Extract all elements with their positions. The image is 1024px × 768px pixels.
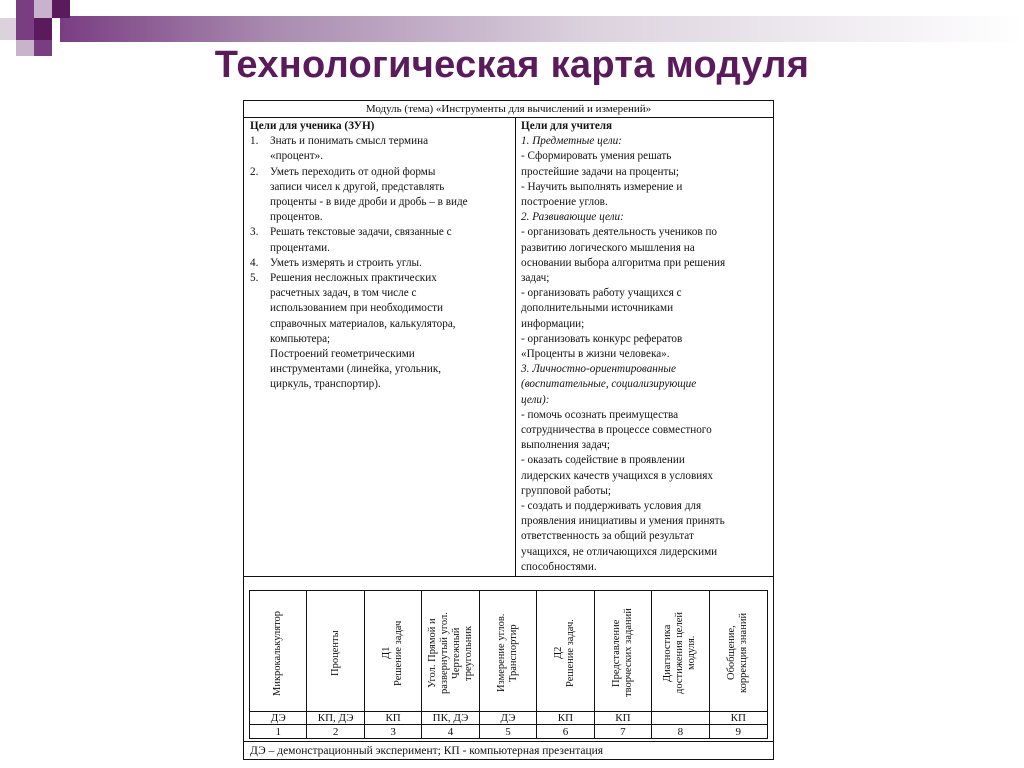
lesson-method-code: КП (365, 711, 421, 725)
lesson-method-code (652, 711, 708, 725)
lesson-method-code: ДЭ (250, 711, 306, 725)
lesson-column (365, 591, 422, 738)
lesson-method-code: КП (710, 711, 767, 725)
lesson-number: 7 (595, 724, 651, 739)
lesson-topic-label: Обобщение, коррекция знаний (726, 612, 750, 694)
lesson-column (537, 591, 594, 738)
goal-text-line: проценты - в виде дроби и дробь – в виде (270, 196, 468, 209)
section-divider (244, 576, 773, 577)
goal-text-line: Решения несложных практических (270, 272, 437, 285)
goal-text-line: Уметь переходить от одной формы (270, 165, 436, 178)
lesson-column (595, 591, 652, 738)
teacher-goal-line: - организовать деятельность учеников по (521, 226, 718, 239)
lesson-number: 2 (307, 724, 363, 739)
teacher-goal-line: построение углов. (521, 196, 608, 209)
teacher-goal-line: 3. Личностно-ориентированные (521, 363, 676, 376)
goal-text-line: Построений геометрическими (270, 348, 415, 361)
goal-text-line: процентов. (270, 211, 323, 224)
lesson-column (652, 591, 709, 738)
lesson-topic-label: Проценты (329, 630, 341, 676)
teacher-goal-line: проявления инициативы и умения принять (521, 515, 725, 528)
lesson-topic-label: Угол. Прямой и развернутый угол. Чертежный треугольник (426, 612, 474, 694)
goal-text-line: Знать и понимать смысл термина (270, 135, 429, 148)
teacher-goal-line: учащихся, не отличающихся лидерскими (521, 545, 718, 558)
goal-number: 5. (250, 272, 259, 285)
goal-text-line: записи чисел к другой, представлять (270, 180, 445, 193)
goal-number: 3. (250, 226, 259, 239)
goal-text-line: использованием при необходимости (270, 302, 444, 315)
title-bar-gradient (60, 16, 1024, 42)
teacher-goal-line: групповой работы; (521, 484, 611, 497)
lesson-column (422, 591, 479, 738)
lesson-column (250, 591, 307, 738)
lesson-number: 6 (537, 724, 593, 739)
lesson-table (249, 590, 768, 739)
module-header: Модуль (тема) «Инструменты для вычислений и измерений» (244, 101, 773, 118)
student-goal-item (250, 256, 511, 271)
slide-title: Технологическая карта модуля (214, 44, 810, 86)
goal-number: 1. (250, 135, 259, 148)
teacher-goal-line: развитию логического мышления на (521, 241, 695, 254)
teacher-goal-line: дополнительными источниками (521, 302, 674, 315)
goal-text-line: компьютера; (270, 332, 331, 345)
lesson-number: 9 (710, 724, 767, 739)
student-goals-heading: Цели для ученика (ЗУН) (250, 120, 375, 132)
teacher-goal-line: информации; (521, 317, 585, 330)
teacher-goal-line: - Сформировать умения решать (521, 150, 672, 163)
teacher-goal-line: - Научить выполнять измерение и (521, 180, 683, 193)
teacher-goal-line: лидерских качеств учащихся в условиях (521, 469, 713, 482)
lesson-topic-label: Микрокалькулятор (272, 610, 284, 696)
teacher-goal-line: (воспитательные, социализирующие (521, 378, 697, 391)
goal-text-line: справочных материалов, калькулятора, (270, 317, 456, 330)
lesson-topic-label: Д2 Решение задач. (553, 619, 577, 687)
lesson-method-code: ПК, ДЭ (422, 711, 478, 725)
goal-text-line: инструментами (линейка, угольник, (270, 363, 442, 376)
document-scan (243, 100, 774, 760)
teacher-goal-line: способностями. (521, 560, 597, 573)
teacher-goal-line: 1. Предметные цели: (521, 135, 622, 148)
teacher-goals-column (517, 118, 773, 576)
teacher-goal-line: сотрудничества в процессе совместного (521, 424, 712, 437)
decor-square-2 (34, 0, 52, 18)
teacher-goal-line: ответственность за общий результат (521, 530, 694, 543)
student-goal-item (250, 134, 511, 149)
goal-text-line: «процент». (270, 150, 323, 163)
teacher-goal-line: задач; (521, 272, 550, 285)
lesson-method-code: КП (537, 711, 593, 725)
teacher-goal-line: - организовать работу учащихся с (521, 287, 682, 300)
teacher-goal-line: простейшие задачи на проценты; (521, 165, 680, 178)
student-goal-item (250, 271, 511, 286)
lesson-column (480, 591, 537, 738)
goal-text-line: Решать текстовые задачи, связанные с (270, 226, 452, 239)
lesson-topic-label: Диагностика достижения целей модуля. (662, 612, 698, 694)
lesson-topic-label: Д1 Решение задач (381, 620, 405, 686)
teacher-goal-line: «Проценты в жизни человека». (521, 348, 670, 361)
decor-square-3 (52, 0, 70, 18)
goal-text-line: расчетных задач, в том числе с (270, 287, 417, 300)
lesson-method-code: КП, ДЭ (307, 711, 363, 725)
lesson-number: 3 (365, 724, 421, 739)
lesson-topic-label: Измерение углов. Транспортир (495, 613, 519, 693)
lesson-number: 1 (250, 724, 306, 739)
teacher-goals-list (521, 134, 769, 575)
teacher-goal-line: - организовать конкурс рефератов (521, 332, 683, 345)
teacher-goals-heading: Цели для учителя (521, 120, 613, 132)
goal-text-line: процентами. (270, 241, 330, 254)
goal-text-line: Уметь измерять и строить углы. (270, 256, 422, 269)
lesson-number: 5 (480, 724, 536, 739)
lesson-number: 8 (652, 724, 708, 739)
teacher-goal-line: основании выбора алгоритма при решения (521, 256, 726, 269)
student-goal-item (250, 165, 511, 180)
teacher-goal-line: - помочь осознать преимущества (521, 408, 679, 421)
goal-number: 2. (250, 165, 259, 178)
teacher-goal-line: выполнения задач; (521, 439, 611, 452)
decor-square-1 (16, 0, 34, 18)
teacher-goal-line: - оказать содействие в проявлении (521, 454, 685, 467)
goal-text-line: циркуль, транспортир). (270, 378, 381, 391)
goal-number: 4. (250, 256, 259, 269)
decor-square-5 (16, 18, 34, 40)
student-goals-column (244, 118, 516, 576)
lesson-method-code: ДЭ (480, 711, 536, 725)
lesson-topic-label: Представление творческих заданий (610, 608, 634, 698)
student-goal-item (250, 225, 511, 240)
legend-footer: ДЭ – демонстрационный эксперимент; КП - компьютерная презентация (244, 741, 773, 759)
teacher-goal-line: - создать и поддерживать условия для (521, 500, 702, 513)
lesson-method-code: КП (595, 711, 651, 725)
student-goals-list (250, 134, 511, 392)
decor-square-4 (0, 18, 16, 40)
teacher-goal-line: 2. Развивающие цели: (521, 211, 624, 224)
lesson-column (307, 591, 364, 738)
lesson-column (710, 591, 767, 738)
decor-square-6 (34, 18, 52, 40)
teacher-goal-line: цели): (521, 393, 550, 406)
lesson-number: 4 (422, 724, 478, 739)
